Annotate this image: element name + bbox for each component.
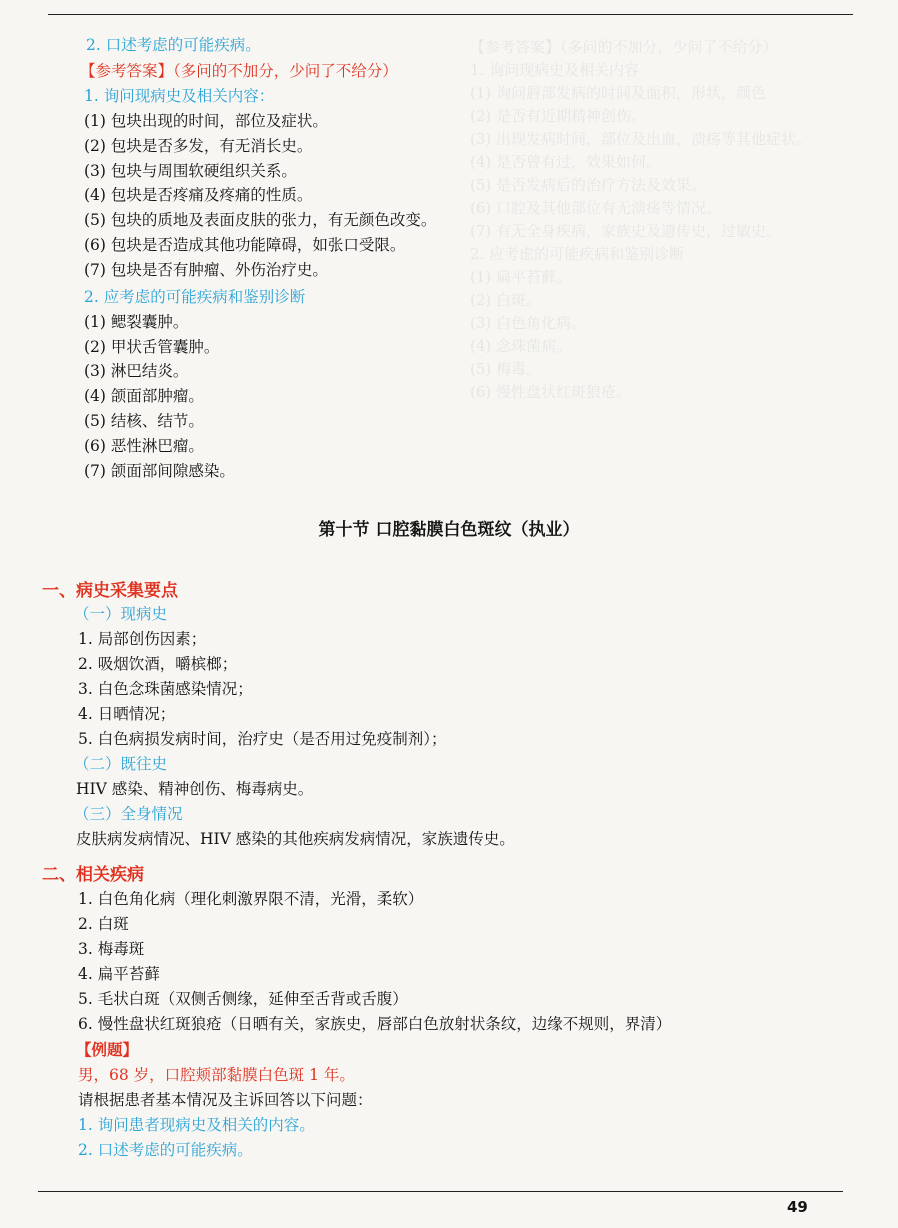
bottom-rule xyxy=(38,1191,843,1192)
example-question-2: 2. 口述考虑的可能疾病。 xyxy=(78,1141,253,1159)
section-title: 第十节 口腔黏膜白色斑纹（执业） xyxy=(318,520,580,540)
list-item: 3. 白色念珠菌感染情况； xyxy=(78,680,253,698)
list-item: (5) 包块的质地及表面皮肤的张力，有无颜色改变。 xyxy=(84,211,437,229)
list-item: 3. 梅毒斑 xyxy=(78,940,145,958)
list-item: (7) 包块是否有肿瘤、外伤治疗史。 xyxy=(84,261,328,279)
subheading-present-illness: （一）现病史 xyxy=(74,605,168,623)
list-item: 4. 扁平苔藓 xyxy=(78,965,160,983)
subheading-past-history: （二）既往史 xyxy=(74,755,168,773)
list-item: (2) 甲状舌管囊肿。 xyxy=(84,338,220,356)
list-item: (6) 包块是否造成其他功能障碍，如张口受限。 xyxy=(84,236,406,254)
list-item: 2. 白斑 xyxy=(78,915,129,933)
part1-heading: 一、病史采集要点 xyxy=(42,581,178,601)
list-item: 6. 慢性盘状红斑狼疮（日晒有关，家族史，唇部白色放射状条纹，边缘不规则，界清） xyxy=(78,1015,672,1033)
list-item: (3) 包块与周围软硬组织关系。 xyxy=(84,162,297,180)
list-item: (1) 包块出现的时间，部位及症状。 xyxy=(84,112,328,130)
list-item: (6) 恶性淋巴瘤。 xyxy=(84,437,204,455)
list-item: (5) 结核、结节。 xyxy=(84,412,204,430)
answer-subheading-1: 1. 询问现病史及相关内容： xyxy=(84,87,275,105)
list-item: 5. 毛状白斑（双侧舌侧缘，延伸至舌背或舌腹） xyxy=(78,990,408,1008)
paragraph: HIV 感染、精神创伤、梅毒病史。 xyxy=(76,780,314,798)
list-item: (3) 淋巴结炎。 xyxy=(84,362,189,380)
bleed-through-text: 【参考答案】（多问的不加分，少问了不给分） 1. 询问现病史及相关内容 (1) 询问唇部发病的时间及面积，形状，颜色 (2) 是否有近期精神创伤。 (3) 出现发病时间，部位及出血，溃疡等其他症状。 (4) 是否曾有过，效果如何。 (5) 是否发病后的治疗方法及效果。 (6) 口腔及其他部位有无溃疡等情况。 (7) 有无全身疾病，家族史及遗传史，过敏史。 2. 应考虑的可能疾病和鉴别诊断 (1) 扁平苔藓。 (2) 白斑。 (3) 白色角化病。 (4) 念珠菌病。 (5) 梅毒。 (6) 慢性盘状红斑狼疮。 xyxy=(470,38,812,401)
list-item: 4. 日晒情况； xyxy=(78,705,176,723)
question-2: 2. 口述考虑的可能疾病。 xyxy=(86,36,261,54)
example-question-1: 1. 询问患者现病史及相关的内容。 xyxy=(78,1116,315,1134)
answer-subheading-2: 2. 应考虑的可能疾病和鉴别诊断 xyxy=(84,288,306,306)
list-item: (1) 鳃裂囊肿。 xyxy=(84,313,189,331)
subheading-general-condition: （三）全身情况 xyxy=(74,805,183,823)
list-item: (7) 颌面部间隙感染。 xyxy=(84,462,235,480)
example-label: 【例题】 xyxy=(76,1040,139,1059)
example-case: 男，68 岁，口腔颊部黏膜白色斑 1 年。 xyxy=(78,1066,355,1084)
list-item: 1. 白色角化病（理化刺激界限不清，光滑，柔软） xyxy=(78,890,424,908)
part2-heading: 二、相关疾病 xyxy=(42,865,144,885)
list-item: 2. 吸烟饮酒，嚼槟榔； xyxy=(78,655,238,673)
page-number: 49 xyxy=(787,1198,808,1216)
answer-heading: 【参考答案】（多问的不加分，少问了不给分） xyxy=(80,62,398,80)
list-item: (4) 颌面部肿瘤。 xyxy=(84,387,204,405)
top-rule xyxy=(48,14,853,15)
list-item: 5. 白色病损发病时间，治疗史（是否用过免疫制剂）； xyxy=(78,730,447,748)
list-item: 1. 局部创伤因素； xyxy=(78,630,207,648)
example-instruction: 请根据患者基本情况及主诉回答以下问题： xyxy=(78,1091,373,1109)
list-item: (2) 包块是否多发，有无消长史。 xyxy=(84,137,313,155)
list-item: (4) 包块是否疼痛及疼痛的性质。 xyxy=(84,186,313,204)
paragraph: 皮肤病发病情况、HIV 感染的其他疾病发病情况，家族遗传史。 xyxy=(76,830,515,848)
